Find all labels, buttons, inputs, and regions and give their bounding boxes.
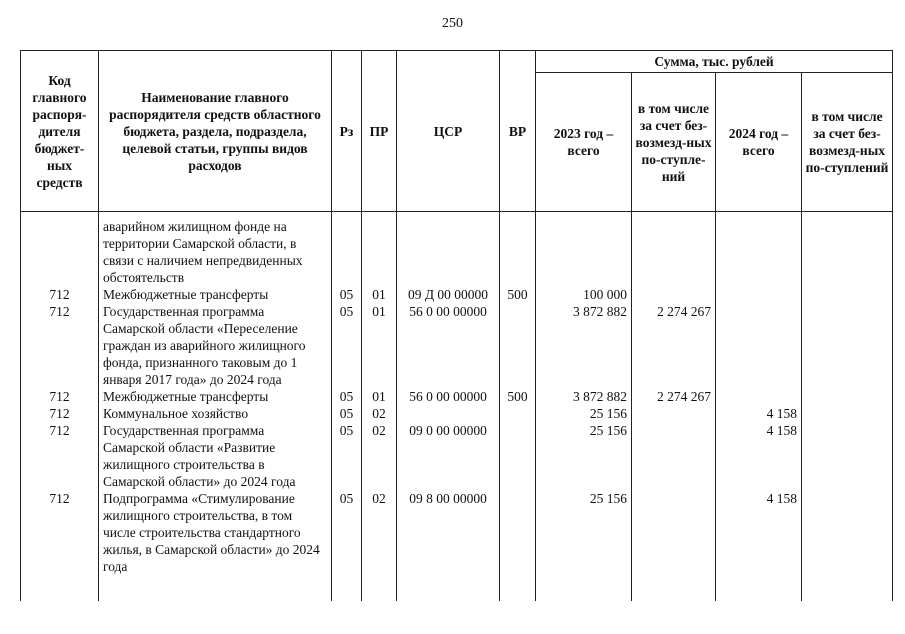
cell-pr [362, 218, 397, 286]
cell-rz: 05 [332, 303, 362, 388]
cell-2024-free [802, 490, 893, 575]
cell-2024-total [716, 286, 802, 303]
table-row [21, 218, 893, 286]
cell-vr [500, 405, 536, 422]
cell-rz: 05 [332, 388, 362, 405]
cell-code [21, 218, 99, 286]
cell-2024-total: 4 158 [716, 405, 802, 422]
cell-2023-free [632, 218, 716, 286]
header-name: Наименование главного распорядителя средств областного бюджета, раздела, подраздела, целевой статьи, группы видов расходов [99, 51, 332, 212]
cell-2023-free: 2 274 267 [632, 303, 716, 388]
cell-vr [500, 422, 536, 490]
cell-2023-total: 3 872 882 [536, 388, 632, 405]
header-2024-total: 2024 год – всего [716, 73, 802, 212]
cell-rz: 05 [332, 422, 362, 490]
header-code: Код главного распоря-дителя бюджет-ных средств [21, 51, 99, 212]
header-sum: Сумма, тыс. рублей [536, 51, 893, 73]
cell-pr: 01 [362, 388, 397, 405]
table-header [21, 51, 893, 212]
cell-2024-free [802, 388, 893, 405]
cell-name: Государственная программа Самарской области «Переселение граждан из аварийного жилищного фонда, признанного таковым до 1 января 2017 года» до 2024 года [99, 303, 332, 388]
cell-code: 712 [21, 490, 99, 575]
cell-2024-free [802, 422, 893, 490]
cell-2024-free [802, 303, 893, 388]
cell-name: Подпрограмма «Стимулирование жилищного строительства, в том числе строительства стандартного жилья, в Самарской области» до 2024 года [99, 490, 332, 575]
cell-rz: 05 [332, 490, 362, 575]
cell-2023-total: 25 156 [536, 405, 632, 422]
cell-2023-total: 25 156 [536, 490, 632, 575]
cell-name: Межбюджетные трансферты [99, 388, 332, 405]
cell-2023-total: 25 156 [536, 422, 632, 490]
cell-2023-total: 100 000 [536, 286, 632, 303]
cell-name: аварийном жилищном фонде на территории Самарской области, в связи с наличием непредвиденных обстоятельств [99, 218, 332, 286]
cell-pr: 02 [362, 422, 397, 490]
cell-2024-free [802, 218, 893, 286]
cell-2024-total: 4 158 [716, 490, 802, 575]
cell-2024-total: 4 158 [716, 422, 802, 490]
cell-code: 712 [21, 286, 99, 303]
table-body [21, 212, 893, 602]
table-row [21, 422, 893, 490]
cell-code: 712 [21, 405, 99, 422]
cell-pr: 02 [362, 405, 397, 422]
cell-pr: 01 [362, 303, 397, 388]
cell-2024-total [716, 303, 802, 388]
table-row [21, 286, 893, 303]
header-2024-free: в том числе за счет без-возмезд-ных по-ступлений [802, 73, 893, 212]
cell-2024-total [716, 218, 802, 286]
cell-vr [500, 490, 536, 575]
header-2023-free: в том числе за счет без-возмезд-ных по-ступле-ний [632, 73, 716, 212]
cell-vr [500, 218, 536, 286]
table-row [21, 490, 893, 575]
cell-2023-free: 2 274 267 [632, 388, 716, 405]
page-number: 250 [442, 16, 463, 31]
cell-pr: 01 [362, 286, 397, 303]
cell-csr [397, 405, 500, 422]
cell-rz [332, 218, 362, 286]
cell-csr: 56 0 00 00000 [397, 303, 500, 388]
cell-vr: 500 [500, 286, 536, 303]
table-row [21, 405, 893, 422]
cell-name: Государственная программа Самарской области «Развитие жилищного строительства в Самарской области» до 2024 года [99, 422, 332, 490]
cell-2024-free [802, 405, 893, 422]
header-vr: ВР [500, 51, 536, 212]
cell-csr: 09 0 00 00000 [397, 422, 500, 490]
cell-2023-free [632, 286, 716, 303]
cell-name: Коммунальное хозяйство [99, 405, 332, 422]
cell-2023-total: 3 872 882 [536, 303, 632, 388]
cell-code: 712 [21, 388, 99, 405]
budget-table [20, 50, 893, 601]
cell-2023-free [632, 490, 716, 575]
header-2023-total: 2023 год – всего [536, 73, 632, 212]
header-rz: Рз [332, 51, 362, 212]
cell-vr: 500 [500, 388, 536, 405]
table-row [21, 388, 893, 405]
cell-2024-free [802, 286, 893, 303]
cell-2024-total [716, 388, 802, 405]
cell-csr: 09 8 00 00000 [397, 490, 500, 575]
cell-csr: 56 0 00 00000 [397, 388, 500, 405]
cell-code: 712 [21, 303, 99, 388]
cell-2023-total [536, 218, 632, 286]
table-row [21, 303, 893, 388]
cell-rz: 05 [332, 405, 362, 422]
header-csr: ЦСР [397, 51, 500, 212]
cell-2023-free [632, 422, 716, 490]
cell-2023-free [632, 405, 716, 422]
cell-vr [500, 303, 536, 388]
cell-csr [397, 218, 500, 286]
cell-pr: 02 [362, 490, 397, 575]
cell-rz: 05 [332, 286, 362, 303]
cell-name: Межбюджетные трансферты [99, 286, 332, 303]
cell-csr: 09 Д 00 00000 [397, 286, 500, 303]
cell-code: 712 [21, 422, 99, 490]
header-pr: ПР [362, 51, 397, 212]
